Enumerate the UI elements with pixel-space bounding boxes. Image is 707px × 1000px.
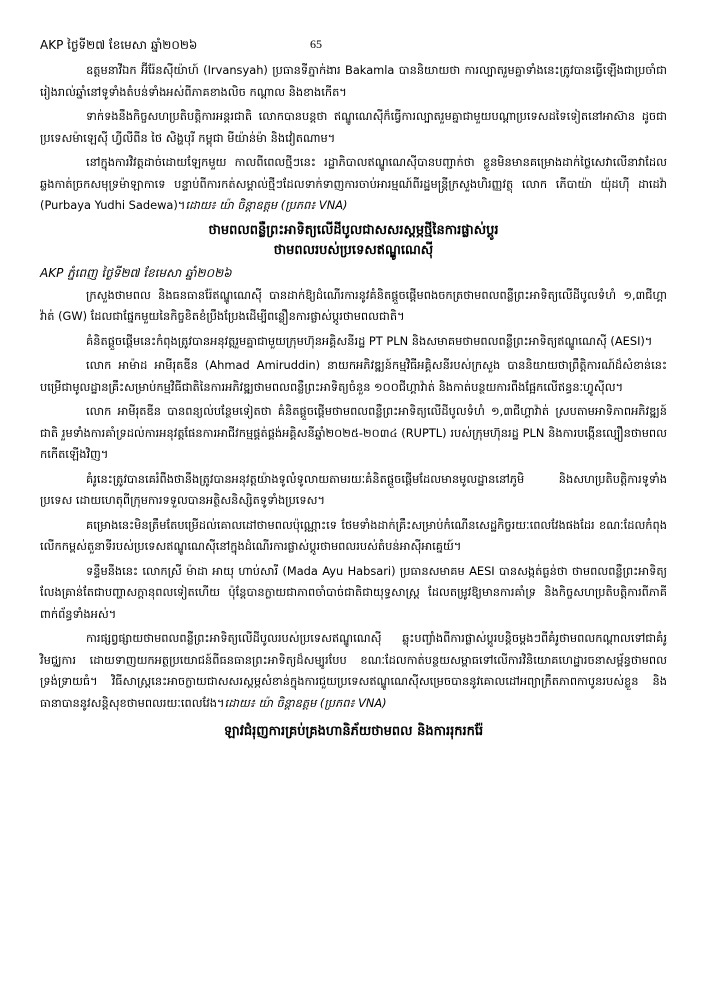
article-title: ឡាវជំរុញការគ្រប់គ្រងហានិភ័យថាមពល និងការរុករករ៉ែ bbox=[223, 724, 484, 739]
paragraph: ទន្ទឹមនឹងនេះ លោកស្រី ម៉ាដា អាយុ ហាប់សារី (Mada Ayu Habsari) ប្រធានសមាគម AESI បានសង្កត់ធ្ងន់ថា ថាមពលពន្លឺព្រះអាទិត្យលែងគ្រាន់តែជាបញ្ហាសក្តានុពលទៀតហើយ ប៉ុន្តែបានក្លាយជាភាពចាំបាច់ជាតិជាយុទ្ធសាស្ត្រ ដែលតម្រូវឱ្យមានការគាំទ្រ និងកិច្ចសហប្រតិបត្តិការពីភាគីពាក់ព័ន្ធទាំងអស់។ bbox=[40, 563, 667, 621]
paragraph-text: ការផ្សព្វផ្សាយថាមពលពន្លឺព្រះអាទិត្យលើដីបូលរបស់ប្រទេសឥណ្ឌូណេស៊ី ឆ្លុះបញ្ចាំងពីការផ្លាស់ប្តូរបន្តិចម្តងៗពីគំរូថាមពលកណ្តាលទៅជាគំរូវិមជ្ឈការ ដោយទាញយកអត្ថប្រយោជន៍ពីធនធានព្រះអាទិត្យដ៏សម្បូរបែប ខណៈដែលកាត់បន្ថយសម្ពាធទៅលើការវិនិយោគហេដ្ឋារចនាសម្ព័ន្ធថាមពលទ្រង់ទ្រាយធំ។ វិធីសាស្ត្រនេះអាចក្លាយជាសសរស្តម្ភសំខាន់ក្នុងការជួយប្រទេសឥណ្ឌូណេស៊ីសម្រេចបាននូវគោលដៅអព្យាក្រឹតភាពកាបូនរបស់ខ្លួន និងធានាបាននូវសន្តិសុខថាមពលរយៈពេលវែង។ bbox=[40, 631, 667, 710]
dateline: AKP ភ្នំពេញ ថ្ងៃទី២៧ ខែមេសា ឆ្នាំ២០២៦ bbox=[40, 265, 232, 280]
paragraph: លោក អាម៉ាដ អាមីរុតឌីន (Ahmad Amiruddin) នាយកអភិវឌ្ឍន៍កម្មវិធីអគ្គិសនីរបស់ក្រសួង បាននិយាយថាព្រឹត្តិការណ៍ដ៏សំខាន់នេះបម្រើជាមូលដ្ឋានគ្រឹះសម្រាប់កម្មវិធីជាតិនៃការអភិវឌ្ឍថាមពលពន្លឺព្រះអាទិត្យចំនួន ១០០ជីហ្គាវ៉ាត់ និងកាត់បន្ថយការពឹងផ្អែកលើឥន្ធនៈហ្វូស៊ីល។ bbox=[40, 358, 667, 394]
paragraph-text: នៅក្នុងការវិវត្តដាច់ដោយឡែកមួយ កាលពីពេលថ្មីៗនេះ រដ្ឋាភិបាលឥណ្ឌូណេស៊ីបានបញ្ជាក់ថា ខ្លួនមិនមានគម្រោងដាក់ថ្លៃសេវាលើនាវាដែលឆ្លងកាត់ច្រកសមុទ្រម៉ាឡាកាទេ បន្ទាប់ពីការកត់សម្គាល់ថ្មីៗដែលទាក់ទាញការចាប់អារម្មណ៍ពីរដ្ឋមន្ត្រីក្រសួងហិរញ្ញវត្ថុ លោក ភើបាយ៉ា យ៉ុដហ៊ី ដាដេវ៉ា (Purbaya Yudhi Sadewa)។ bbox=[40, 155, 667, 212]
paragraph bbox=[40, 152, 667, 217]
byline: ដោយ៖ យ៉ា ចិន្តាឧត្តម (ប្រភព៖ VNA) bbox=[224, 695, 387, 710]
page-header bbox=[40, 37, 667, 57]
document-body bbox=[40, 60, 667, 744]
paragraph: ឧត្តមនាវីឯក អ៊ីរ៉ែនស៊ីយ៉ាហ៍ (Irvansyah) ប្រធានទីភ្នាក់ងារ Bakamla បាននិយាយថា ការល្បាតរួមគ្នាទាំងនេះត្រូវបានធ្វើឡើងជាប្រចាំជារៀងរាល់ឆ្នាំនៅទូទាំងតំបន់ទាំងអស់ពីភាគខាងលិច កណ្តាល និងខាងកើត។ bbox=[40, 63, 667, 99]
paragraph: គម្រោងនេះមិនត្រឹមតែបម្រើដល់គោលដៅថាមពលប៉ុណ្ណោះទេ ថែមទាំងដាក់គ្រឹះសម្រាប់កំណើនសេដ្ឋកិច្ចរយៈពេលវែងផងដែរ ខណៈដែលកំពុងលើកកម្ពស់តួនាទីរបស់ប្រទេសឥណ្ឌូណេស៊ីនៅក្នុងដំណើរការផ្លាស់ប្តូរថាមពលរបស់តំបន់អាស៊ីអាគ្នេយ៍។ bbox=[40, 517, 667, 553]
page-number: 65 bbox=[310, 37, 322, 51]
article-title-line-2: ថាមពលរបស់ប្រទេសឥណ្ឌូណេស៊ី bbox=[273, 242, 434, 258]
byline: ដោយ៖ យ៉ា ចិន្តាឧត្តម (ប្រភព៖ VNA) bbox=[185, 198, 348, 212]
paragraph: គំរូនេះត្រូវបានគេរំពឹងថានឹងត្រូវបានអនុវត្តយ៉ាងទូលំទូលាយតាមរយៈគំនិតផ្តួចផ្តើមដែលមានមូលដ្ឋាននៅភូមិ និងសហប្រតិបត្តិការទូទាំងប្រទេស ដោយហេតុពីក្រុមការទទួលបានអត្ថិសនិស្សិតទូទាំងប្រទេស។ bbox=[40, 471, 667, 507]
paragraph: ក្រសួងថាមពល និងធនធានរ៉ែឥណ្ឌូណេស៊ី បានដាក់ឱ្យដំណើរការនូវគំនិតផ្តួចផ្តើមពងចកត្រថាមពលពន្លឺព្រះអាទិត្យលើដីបូលទំហំ ១,៣ជីហ្គាវ៉ាត់ (GW) ដែលជាផ្នែកមួយនៃកិច្ចខិតខំប្រឹងប្រែងដើម្បីពន្លឿនការផ្លាស់ប្តូរថាមពលជាតិ។ bbox=[40, 287, 667, 323]
paragraph bbox=[40, 628, 667, 714]
article-title-line-1: ថាមពលពន្លឺព្រះអាទិត្យលើដីបូលជាសសរស្តម្ភថ្មីនៃការផ្លាស់ប្តូរ bbox=[208, 222, 499, 238]
header-source-date: AKP ថ្ងៃទី២៧ ខែមេសា ឆ្នាំ២០២៦ bbox=[40, 38, 198, 52]
paragraph: លោក អាមីរុតឌីន បានពន្យល់បន្ថែមទៀតថា គំនិតផ្តួចផ្តើមថាមពលពន្លឺព្រះអាទិត្យលើដីបូលទំហំ ១,៣ជីហ្គាវ៉ាត់ ស្របតាមអាទិភាពអភិវឌ្ឍន៍ជាតិ រួមទាំងការគាំទ្រដល់ការអនុវត្តផែនការអាជីវកម្មផ្គត់ផ្គង់អគ្គិសនីឆ្នាំ២០២៥-២០៣៤ (RUPTL) របស់ក្រុមហ៊ុនរដ្ឋ PLN និងការបង្កើនល្បឿនថាមពលកកើតឡើងវិញ។ bbox=[40, 404, 667, 461]
paragraph: គំនិតផ្តួចផ្តើមនេះកំពុងត្រូវបានអនុវត្តរួមគ្នាជាមួយក្រុមហ៊ុនអគ្គិសនីរដ្ឋ PT PLN និងសមាគមថាមពលពន្លឺព្រះអាទិត្យឥណ្ឌូណេស៊ី (AESI)។ bbox=[86, 333, 653, 348]
article-title bbox=[40, 221, 667, 261]
paragraph: ទាក់ទងនឹងកិច្ចសហប្រតិបត្តិការអន្តរជាតិ លោកបានបន្តថា ឥណ្ឌូណេស៊ីក៏ធ្វើការល្បាតរួមគ្នាជាមួយបណ្តាប្រទេសដទៃទៀតនៅអាស៊ាន ដូចជាប្រទេសម៉ាឡេស៊ី ហ្វីលីពីន ថៃ សិង្ហបុរី កម្ពុជា មីយ៉ាន់ម៉ា និងវៀតណាម។ bbox=[40, 109, 667, 145]
